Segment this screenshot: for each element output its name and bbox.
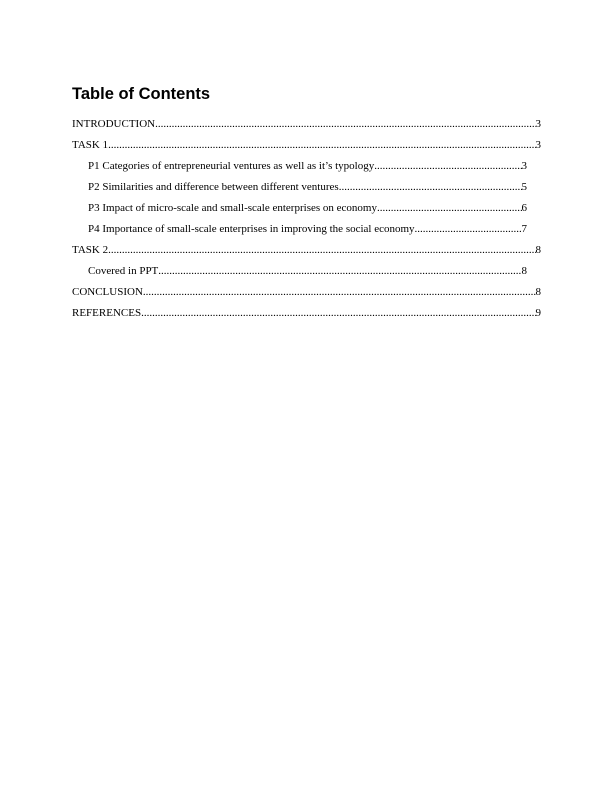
toc-entry-text: P1 Categories of entrepreneurial ventures as well as it’s typology (88, 160, 375, 172)
toc-entry-text: REFERENCES (72, 307, 142, 319)
toc-entry-references[interactable] (72, 303, 541, 324)
toc-leader-dots (108, 240, 535, 261)
toc-entry-p3[interactable] (88, 198, 527, 219)
toc-entry-task-1[interactable] (72, 135, 541, 156)
toc-leader-dots (158, 261, 521, 282)
toc-entry-text: INTRODUCTION (72, 118, 156, 130)
toc-leader-dots (377, 198, 522, 219)
toc-entry-text: P4 Importance of small-scale enterprises in improving the social economy (88, 223, 415, 235)
toc-leader-dots (415, 219, 522, 240)
toc-entry-text: P2 Similarities and difference between different ventures (88, 181, 339, 193)
toc-entry-task-2[interactable] (72, 240, 541, 261)
toc-leader-dots (339, 177, 522, 198)
toc-leader-dots (108, 135, 535, 156)
toc-entry-p4[interactable] (88, 219, 527, 240)
toc-entry-page: 9 (535, 307, 541, 319)
toc-entry-text: CONCLUSION (72, 286, 143, 298)
toc-leader-dots (141, 303, 535, 324)
toc-leader-dots (143, 282, 536, 303)
toc-leader-dots (374, 156, 521, 177)
toc-entry-page: 8 (535, 286, 541, 298)
toc-entry-text: TASK 1 (72, 139, 109, 151)
toc-list (72, 114, 541, 324)
toc-entry-conclusion[interactable] (72, 282, 541, 303)
toc-entry-page: 6 (521, 202, 527, 214)
toc-entry-page: 3 (521, 160, 527, 172)
toc-entry-p1[interactable] (88, 156, 527, 177)
toc-entry-covered-in-ppt[interactable] (88, 261, 527, 282)
toc-title: Table of Contents (72, 85, 211, 103)
toc-entry-page: 3 (535, 118, 541, 130)
toc-entry-page: 3 (535, 139, 541, 151)
toc-entry-p2[interactable] (88, 177, 527, 198)
toc-entry-page: 5 (521, 181, 527, 193)
toc-entry-text: TASK 2 (72, 244, 109, 256)
toc-entry-introduction[interactable] (72, 114, 541, 135)
toc-leader-dots (155, 114, 535, 135)
toc-entry-page: 7 (521, 223, 527, 235)
toc-entry-page: 8 (535, 244, 541, 256)
toc-entry-page: 8 (521, 265, 527, 277)
toc-entry-text: P3 Impact of micro-scale and small-scale enterprises on economy (88, 202, 377, 214)
toc-entry-text: Covered in PPT (88, 265, 159, 277)
